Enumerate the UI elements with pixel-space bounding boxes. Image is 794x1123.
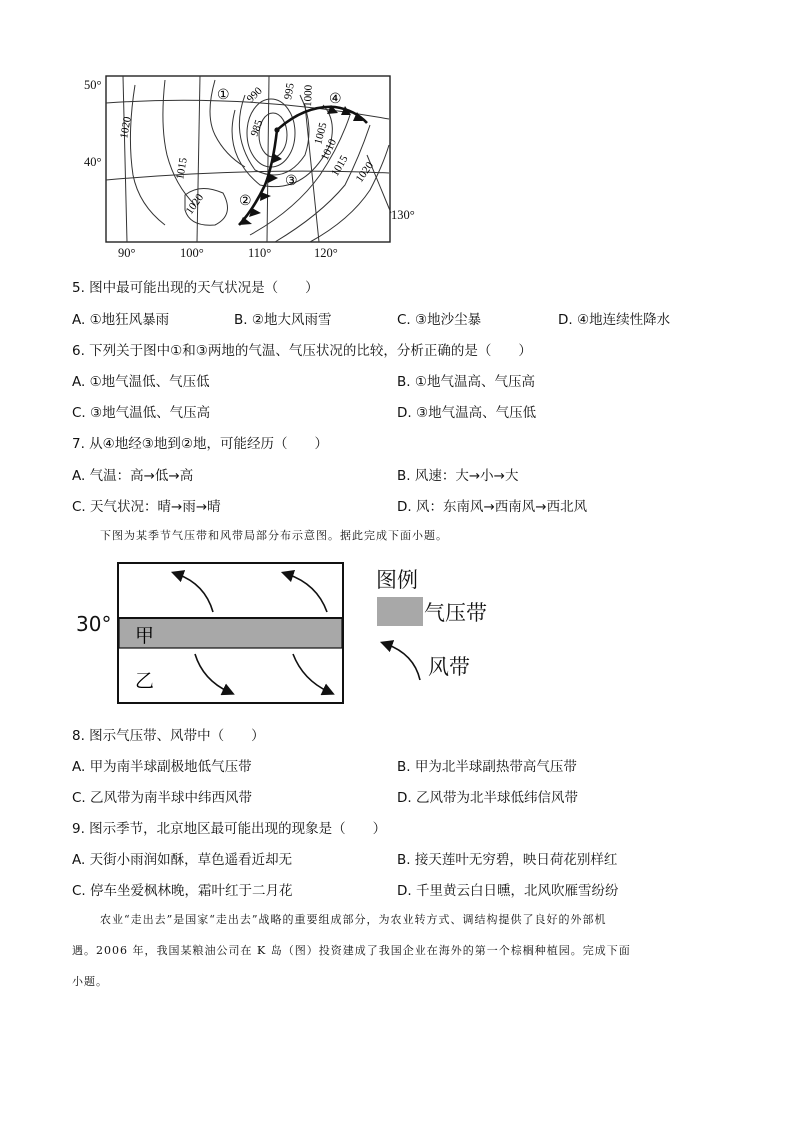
isobar xyxy=(130,85,165,225)
q8-option-b: B. 甲为北半球副热带高气压带 xyxy=(397,759,577,775)
legend-title: 图例 xyxy=(376,568,418,592)
q8-option-d: D. 乙风带为北半球低纬信风带 xyxy=(397,790,578,806)
marker-4: ④ xyxy=(329,92,342,107)
lat-label-50: 50° xyxy=(84,78,102,92)
meridian-line xyxy=(123,76,127,242)
q6-option-a: A. ①地气温低、气压低 xyxy=(72,374,210,390)
warm-front-triangles xyxy=(327,105,363,121)
question-5-stem: 5. 图中最可能出现的天气状况是（ ） xyxy=(72,280,319,296)
belt-label-jia: 甲 xyxy=(135,625,155,647)
lon-label-100: 100° xyxy=(180,246,204,260)
low-center xyxy=(274,127,279,132)
lon-label-110: 110° xyxy=(248,246,272,260)
lon-label-130: 130° xyxy=(391,208,415,222)
q9-option-b: B. 接天莲叶无穷碧，映日荷花别样红 xyxy=(397,852,618,868)
isobar-label: 1015 xyxy=(174,156,190,181)
isobar-label: 1020 xyxy=(183,191,207,217)
meridian-line xyxy=(267,76,269,242)
q7-option-c: C. 天气状况：晴→雨→晴 xyxy=(72,499,221,515)
marker-1: ① xyxy=(217,88,230,103)
q8-option-a: A. 甲为南半球副极地低气压带 xyxy=(72,759,252,775)
q9-option-d: D. 千里黄云白日曛，北风吹雁雪纷纷 xyxy=(397,883,619,899)
isobar-label: 995 xyxy=(282,82,297,101)
legend-wind-arrow-icon xyxy=(376,638,426,684)
question-7-stem: 7. 从④地经③地到②地，可能经历（ ） xyxy=(72,436,328,452)
pressure-belt-diagram xyxy=(117,562,345,706)
isobar-label: 1015 xyxy=(329,153,351,179)
isobar-label: 1005 xyxy=(312,121,330,146)
lat-label-40: 40° xyxy=(84,155,102,169)
q5-option-c: C. ③地沙尘暴 xyxy=(397,312,482,328)
isobar-label: 1020 xyxy=(353,159,377,185)
q7-option-a: A. 气温：高→低→高 xyxy=(72,468,194,484)
isobar-label: 1010 xyxy=(318,137,340,163)
isobar-label: 1000 xyxy=(302,84,315,108)
q5-option-b: B. ②地大风雨雪 xyxy=(234,312,332,328)
isobar xyxy=(232,105,332,187)
legend-pressure-label: 气压带 xyxy=(424,601,487,625)
legend-wind-label: 风带 xyxy=(428,655,470,679)
wind-label-yi: 乙 xyxy=(135,670,155,692)
q7-option-b: B. 风速：大→小→大 xyxy=(397,468,519,484)
question-8-stem: 8. 图示气压带、风带中（ ） xyxy=(72,728,265,744)
lon-label-90: 90° xyxy=(118,246,136,260)
q9-option-c: C. 停车坐爱枫林晚，霜叶红于二月花 xyxy=(72,883,293,899)
isobar-label: 990 xyxy=(244,84,265,106)
q8-option-c: C. 乙风带为南半球中纬西风带 xyxy=(72,790,253,806)
question-6-stem: 6. 下列关于图中①和③两地的气温、气压状况的比较，分析正确的是（ ） xyxy=(72,343,532,359)
section-intro-2: 下图为某季节气压带和风带局部分布示意图。据此完成下面小题。 xyxy=(100,529,448,542)
section-intro-3-line3: 小题。 xyxy=(72,975,108,988)
diagram-lat-label: 30° xyxy=(76,612,112,636)
isobar-label: 985 xyxy=(248,118,266,139)
isobar-label: 1020 xyxy=(118,115,134,140)
q5-option-a: A. ①地狂风暴雨 xyxy=(72,312,170,328)
weather-map xyxy=(105,75,405,245)
meridian-line xyxy=(197,76,200,242)
q7-option-d: D. 风：东南风→西南风→西北风 xyxy=(397,499,588,515)
section-intro-3-line1: 农业“走出去”是国家“走出去”战略的重要组成部分，为农业转方式、调结构提供了良好的外部机 xyxy=(100,913,607,926)
marker-2: ② xyxy=(239,194,252,209)
q6-option-d: D. ③地气温高、气压低 xyxy=(397,405,537,421)
q6-option-c: C. ③地气温低、气压高 xyxy=(72,405,211,421)
section-intro-3-line2: 遇。2006 年，我国某粮油公司在 K 岛（图）投资建成了我国企业在海外的第一个棕榈种植园。完成下面 xyxy=(72,944,631,957)
marker-3: ③ xyxy=(285,174,298,189)
question-9-stem: 9. 图示季节，北京地区最可能出现的现象是（ ） xyxy=(72,821,387,837)
legend-pressure-swatch xyxy=(377,597,423,626)
lon-label-120: 120° xyxy=(314,246,338,260)
q5-option-d: D. ④地连续性降水 xyxy=(558,312,671,328)
isobar xyxy=(163,80,195,205)
q6-option-b: B. ①地气温高、气压高 xyxy=(397,374,535,390)
q9-option-a: A. 天街小雨润如酥，草色遥看近却无 xyxy=(72,852,293,868)
